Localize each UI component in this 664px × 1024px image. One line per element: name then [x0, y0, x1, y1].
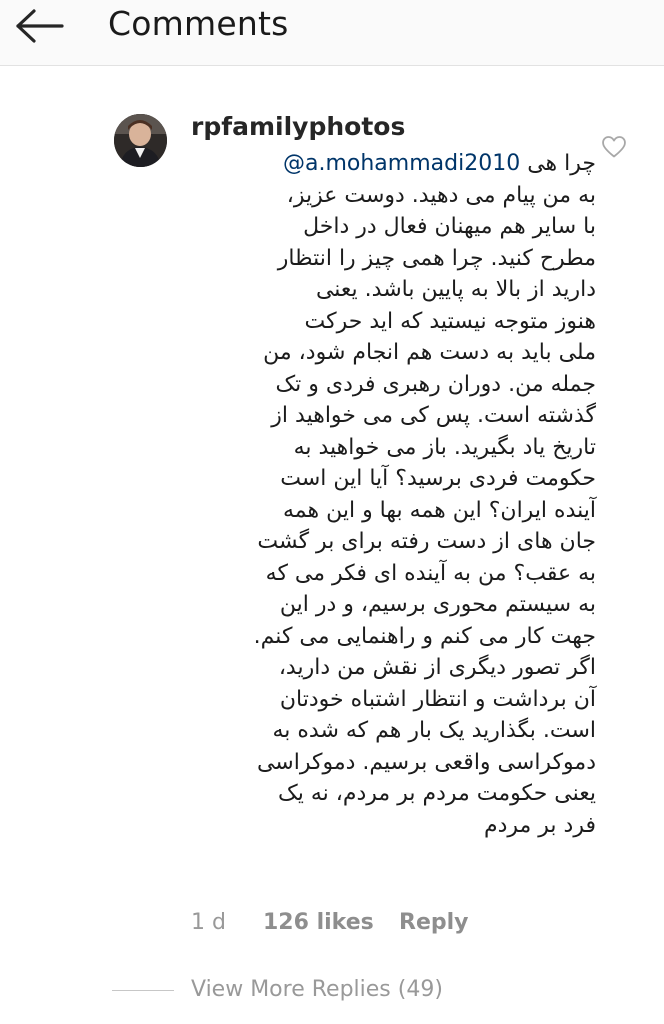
comment-line: به سیستم محوری برسیم، و در این — [279, 592, 596, 617]
comment-timestamp: 1 d — [191, 910, 226, 935]
divider-line — [112, 990, 174, 991]
avatar[interactable] — [114, 114, 167, 167]
comment-line: دارید از بالا به پایین باشد. یعنی — [315, 277, 596, 302]
comment-line: به من پیام می دهید. دوست عزیز، — [286, 182, 596, 208]
view-more-replies-button[interactable] — [112, 972, 532, 1008]
comment-line: به عقب؟ من به آینده ای فکر می که — [265, 560, 596, 586]
comment-username[interactable]: rpfamilyphotos — [191, 112, 406, 141]
like-button[interactable] — [601, 135, 627, 159]
comment-line: گذشته است. پس کی می خواهید از — [271, 403, 596, 428]
heart-outline-icon — [601, 135, 627, 159]
comment-line: جمله من. دوران رهبری فردی و تک — [275, 371, 596, 397]
comment-line: جهت کار می کنم و راهنمایی می کنم. — [253, 623, 596, 649]
comment-line: هنوز متوجه نیستید که اید حرکت — [304, 308, 596, 334]
comment-prefix: چرا هی — [527, 151, 596, 176]
page-title: Comments — [108, 4, 289, 43]
comment-line: ملی باید به دست هم انجام شود، من — [263, 340, 596, 365]
comment-line: دموکراسی واقعی برسیم. دموکراسی — [256, 749, 596, 775]
comment-line: فرد بر مردم — [483, 812, 596, 838]
comment-line: تاریخ یاد بگیرید. باز می خواهید به — [293, 434, 596, 460]
comment-line: مطرح کنید. چرا همی چیز را انتظار — [277, 245, 596, 271]
comment-line: اگر تصور دیگری از نقش من دارید، — [278, 655, 596, 680]
comment-line: حکومت فردی برسید؟ آیا این است — [280, 466, 596, 491]
view-more-replies-label: View More Replies (49) — [191, 977, 443, 1002]
comment-first-line — [186, 148, 596, 180]
likes-count[interactable]: 126 likes — [263, 910, 374, 935]
back-button[interactable] — [14, 8, 66, 44]
comment-line: جان های از دست رفته برای بر گشت — [257, 529, 596, 554]
comment-line: است. بگذارید یک بار هم که شده به — [272, 718, 596, 743]
top-bar — [0, 0, 664, 66]
comment-line: با سایر هم میهنان فعال در داخل — [303, 214, 596, 239]
comment-line: یعنی حکومت مردم بر مردم، نه یک — [278, 781, 596, 806]
reply-button[interactable]: Reply — [399, 910, 469, 935]
user-avatar-icon — [114, 114, 167, 167]
mention-link[interactable]: @a.mohammadi2010 — [283, 151, 521, 176]
comment-line: آن برداشت و انتظار اشتباه خودتان — [279, 686, 596, 712]
comment-text — [186, 148, 596, 841]
arrow-left-icon — [14, 8, 66, 44]
comment-line: آینده ایران؟ این همه بها و این همه — [282, 497, 596, 523]
